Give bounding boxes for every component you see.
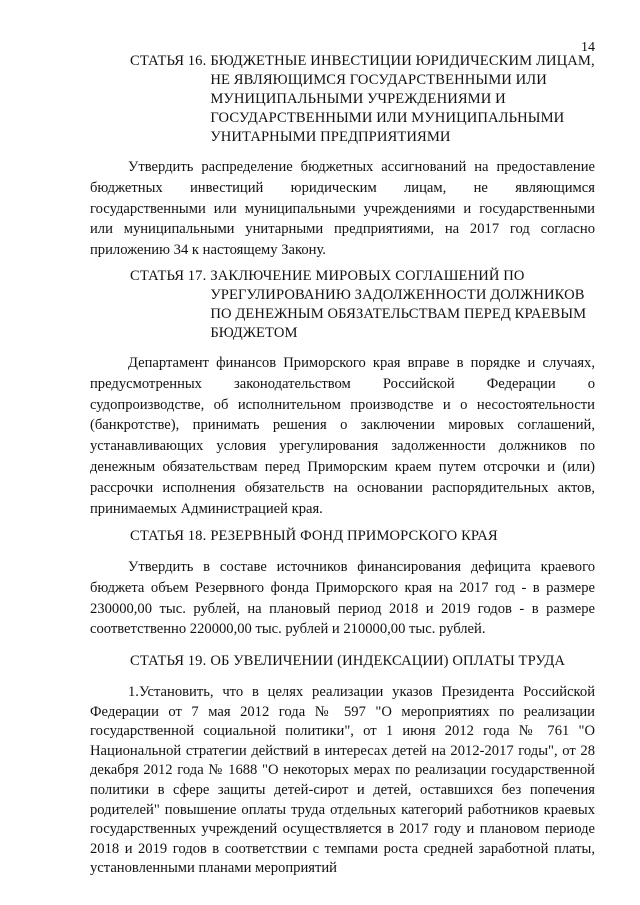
article-17-body: Департамент финансов Приморского края вправе в порядке и случаях, предусмотренных законодательством Российской Федерации о судопроизводстве, об исполнительном производстве и о несостоятельности (банкротстве), принимать решения о заключении мировых соглашений, устанавливающих условия урегулирования задолженности должников по денежным обязательствам перед Приморским краем путем отсрочки и (или) рассрочки исполнения обязательств на основании распорядительных актов, принимаемых Администрацией края.: [90, 355, 595, 517]
article-16-heading: [130, 52, 605, 147]
article-19-number: СТАТЬЯ 19.: [130, 653, 207, 669]
article-16-title: БЮДЖЕТНЫЕ ИНВЕСТИЦИИ ЮРИДИЧЕСКИМ ЛИЦАМ, НЕ ЯВЛЯЮЩИМСЯ ГОСУДАРСТВЕННЫМИ ИЛИ МУНИЦИПАЛЬНЫМИ УЧРЕЖДЕНИЯМИ И ГОСУДАРСТВЕННЫМИ ИЛИ МУНИЦИПАЛЬНЫМИ УНИТАРНЫМИ ПРЕДПРИЯТИЯМИ: [210, 53, 595, 145]
article-18-heading: [130, 527, 605, 546]
page-number: 14: [581, 40, 595, 55]
article-17-heading: [130, 267, 605, 343]
article-19-title: ОБ УВЕЛИЧЕНИИ (ИНДЕКСАЦИИ) ОПЛАТЫ ТРУДА: [210, 653, 566, 669]
article-17-title: ЗАКЛЮЧЕНИЕ МИРОВЫХ СОГЛАШЕНИЙ ПО УРЕГУЛИРОВАНИЮ ЗАДОЛЖЕННОСТИ ДОЛЖНИКОВ ПО ДЕНЕЖНЫМ ОБЯЗАТЕЛЬСТВАМ ПЕРЕД КРАЕВЫМ БЮДЖЕТОМ: [210, 268, 587, 341]
article-16-body: Утвердить распределение бюджетных ассигнований на предоставление бюджетных инвестиций юридическим лицам, не являющимся государственными или муниципальными учреждениями и государственными или муниципальными унитарными предприятиями, на 2017 год согласно приложению 34 к настоящему Закону.: [90, 159, 595, 259]
article-19-body: 1.Установить, что в целях реализации указов Президента Российской Федерации от 7 мая 2012 года № 597 "О мероприятиях по реализации государственной социальной политики", от 1 июня 2012 года № 761 "О Национальной стратегии действий в интересах детей на 2012-2017 годы", от 28 декабря 2012 года № 1688 "О некоторых мерах по реализации государственной политики в сфере защиты детей-сирот и детей, оставшихся без попечения родителей" повышение оплаты труда отдельных категорий работников краевых государственных учреждений осуществляется в 2017 году и плановом периоде 2018 и 2019 годов в соответствии с темпами роста средней заработной платы, установленными планами мероприятий: [90, 684, 595, 877]
article-18-body: Утвердить в составе источников финансирования дефицита краевого бюджета объем Резервного фонда Приморского края на 2017 год - в размере 230000,00 тыс. рублей, на плановый период 2018 и 2019 годов - в размере соответственно 220000,00 тыс. рублей и 210000,00 тыс. рублей.: [90, 559, 595, 638]
article-18-title: РЕЗЕРВНЫЙ ФОНД ПРИМОРСКОГО КРАЯ: [210, 528, 498, 544]
article-17-number: СТАТЬЯ 17.: [130, 268, 207, 284]
article-19-heading: [130, 652, 605, 671]
article-18-number: СТАТЬЯ 18.: [130, 528, 207, 544]
article-16-number: СТАТЬЯ 16.: [130, 53, 207, 69]
